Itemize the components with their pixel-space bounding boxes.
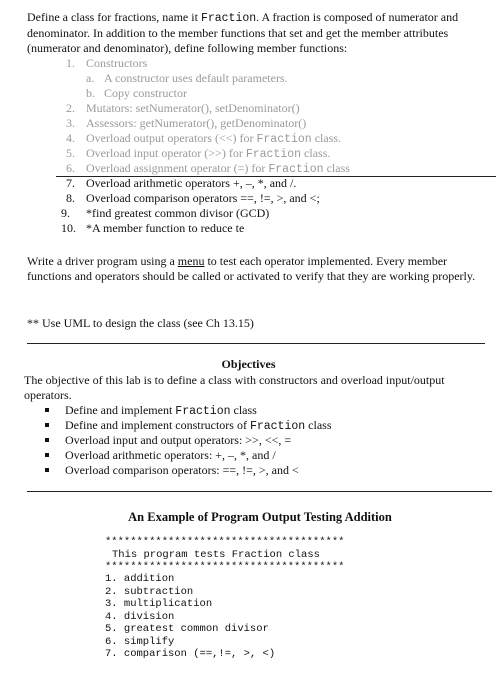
example-heading: An Example of Program Output Testing Addition: [128, 510, 392, 524]
bullet-icon: [45, 408, 49, 412]
list-item: 2. Mutators: setNumerator(), setDenominator(): [66, 101, 300, 115]
menu-option: 1. addition: [105, 573, 175, 585]
bullet-icon: [45, 453, 49, 457]
output-stars-bottom: **************************************: [105, 561, 345, 573]
menu-option: 7. comparison (==,!=, >, <): [105, 648, 276, 660]
intro-text-start: Define a class for fractions, name it: [27, 10, 201, 24]
objectives-text: The objective of this lab is to define a class with constructors and overload input/output operators.: [24, 373, 445, 402]
list-item: 10. *A member function to reduce te: [61, 221, 245, 235]
menu-output: [105, 573, 275, 661]
driver-text-start: Write a driver program using a: [27, 254, 178, 268]
menu-option: 5. greatest common divisor: [105, 623, 269, 635]
menu-option: 3. multiplication: [105, 598, 213, 610]
list-item: 6. Overload assignment operator (=) for Fraction class: [66, 161, 350, 176]
objectives-heading: Objectives: [221, 357, 276, 371]
sub-list-item: a. A constructor uses default parameters.: [86, 71, 288, 85]
bullet-icon: [45, 423, 49, 427]
list-item: 1. Constructors: [66, 56, 148, 70]
menu-link[interactable]: menu: [177, 254, 205, 268]
intro-paragraph: [27, 10, 492, 56]
driver-paragraph: [27, 254, 492, 284]
uml-note: ** Use UML to design the class (see Ch 13.15): [27, 316, 254, 330]
section-divider: [27, 343, 485, 344]
fraction-code: Fraction: [200, 12, 257, 25]
sub-list-item: b. Copy constructor: [86, 86, 187, 100]
output-stars-top: **************************************: [105, 536, 345, 548]
menu-option: 4. division: [105, 610, 175, 623]
menu-option: 2. subtraction: [105, 585, 194, 598]
list-item: 3. Assessors: getNumerator(), getDenominator(): [66, 116, 307, 130]
list-item: 5. Overload input operator (>>) for Fraction class.: [66, 146, 331, 161]
section-divider: [27, 491, 492, 492]
list-item: 7. Overload arithmetic operators +, –, *, and /.: [66, 176, 297, 190]
output-banner: This program tests Fraction class: [112, 549, 320, 561]
list-item: 4. Overload output operators (<<) for Fraction class.: [66, 131, 342, 146]
list-divider: [56, 176, 496, 177]
list-item: 9. *find greatest common divisor (GCD): [61, 206, 270, 220]
list-item: 8. Overload comparison operators ==, !=, >, and <;: [66, 191, 320, 205]
menu-option: 6. simplify: [105, 635, 175, 648]
driver-text-end: to test each operator implemented. Every member functions and operators should be called or activated to verify that they are working properly.: [27, 254, 476, 283]
requirements-list: [61, 56, 486, 236]
intro-text-end: . A fraction is composed of numerator and denominator. In addition to the member functions that set and get the member attributes (numerator and denominator), define following member functions:: [27, 10, 459, 55]
bullet-icon: [45, 438, 49, 442]
bullet-icon: [45, 468, 49, 472]
